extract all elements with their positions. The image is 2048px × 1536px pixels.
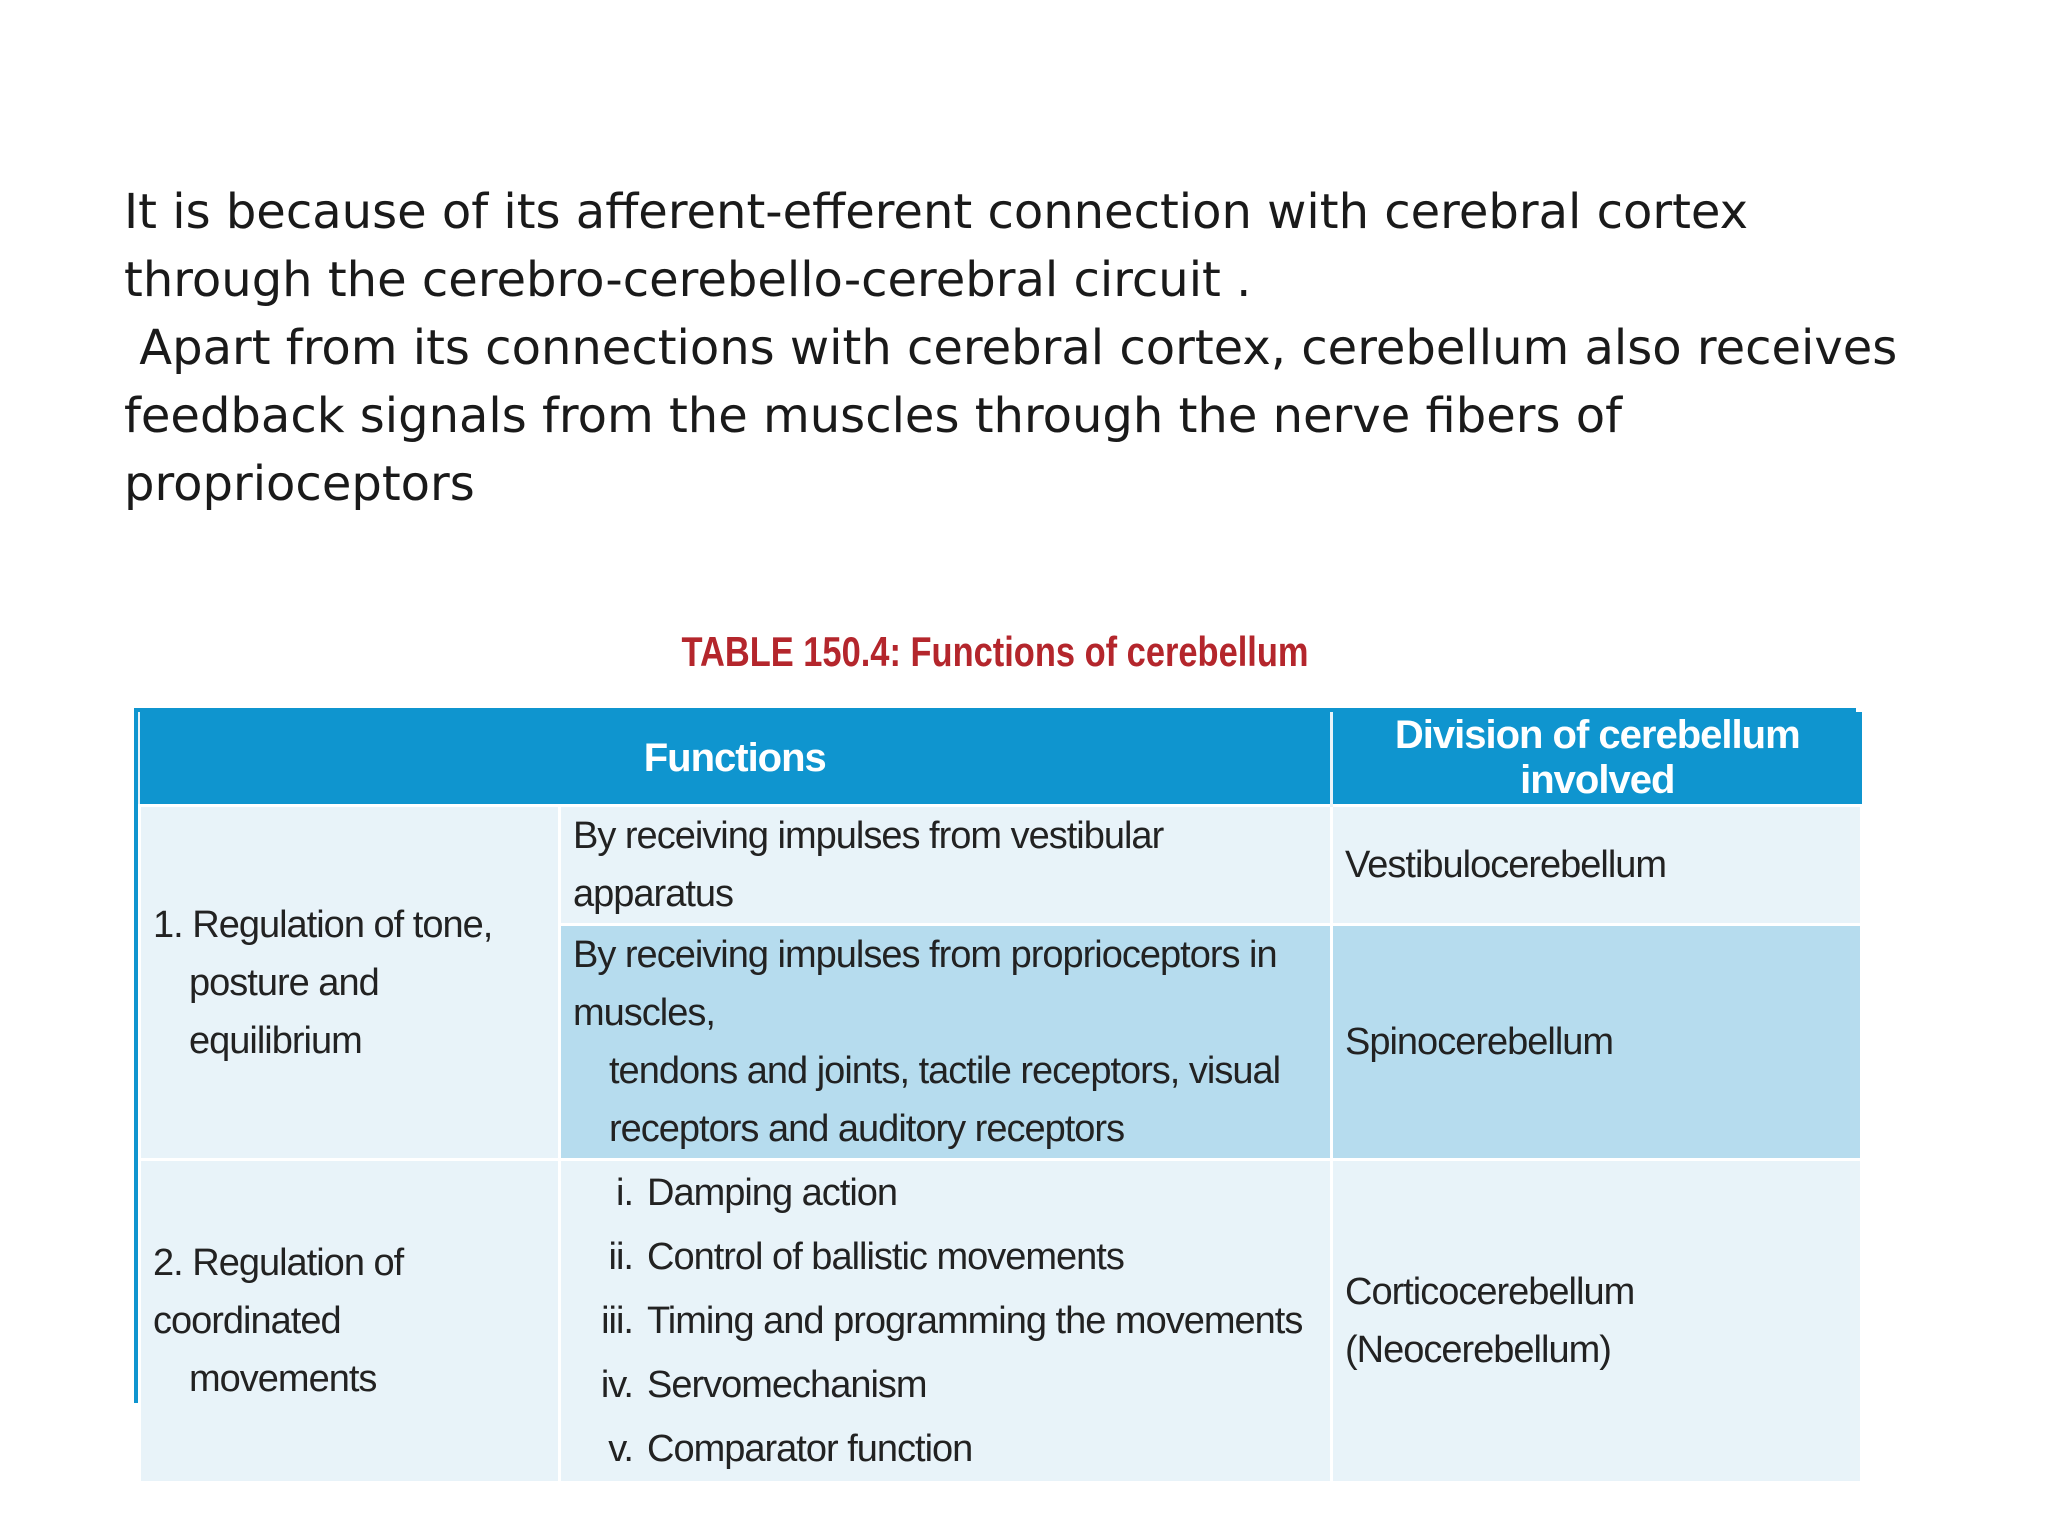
header-functions: Functions bbox=[140, 712, 1332, 806]
function-cell-2 bbox=[140, 1160, 560, 1483]
list-item: iii. Timing and programming the movements bbox=[601, 1300, 1303, 1342]
intro-paragraph-1: It is because of its afferent-efferent connection with cerebral cortex through the cerebro-cerebello-cerebral circuit . bbox=[124, 184, 1764, 308]
function-2-num: 2. bbox=[153, 1242, 183, 1284]
table-row bbox=[140, 806, 1862, 925]
sub2-line3: receptors and auditory receptors bbox=[609, 1108, 1125, 1150]
function-cell-1 bbox=[140, 806, 560, 1160]
function-1-num: 1. bbox=[153, 903, 183, 946]
division-3-line1: Corticocerebellum bbox=[1345, 1271, 1635, 1313]
function-1-line1: Regulation of tone, bbox=[192, 903, 493, 946]
division-3-line2: (Neocerebellum) bbox=[1345, 1329, 1611, 1371]
table-row bbox=[140, 1160, 1862, 1483]
table-title: TABLE 150.4: Functions of cerebellum bbox=[681, 628, 1309, 675]
intro-text bbox=[124, 178, 1924, 518]
movement-items-cell bbox=[560, 1160, 1332, 1483]
list-item: v. Comparator function bbox=[608, 1428, 973, 1470]
intro-paragraph-2: Apart from its connections with cerebral cortex, cerebellum also receives feedback signals from the muscles through the nerve fibers of proprioceptors bbox=[124, 320, 1913, 512]
division-spinocerebellum: Spinocerebellum bbox=[1332, 925, 1862, 1160]
list-item: ii. Control of ballistic movements bbox=[608, 1236, 1124, 1278]
movement-items-list bbox=[573, 1161, 1318, 1481]
sub-function-proprioceptors bbox=[560, 925, 1332, 1160]
sub2-line1: By receiving impulses from proprioceptors in muscles, bbox=[573, 934, 1277, 1034]
sub2-line2: tendons and joints, tactile receptors, visual bbox=[609, 1050, 1281, 1092]
sub-function-vestibular: By receiving impulses from vestibular apparatus bbox=[560, 806, 1332, 925]
table-header-row bbox=[140, 712, 1862, 806]
division-vestibulocerebellum: Vestibulocerebellum bbox=[1332, 806, 1862, 925]
functions-table bbox=[134, 708, 1856, 1470]
header-division: Division of cerebellum involved bbox=[1332, 712, 1862, 806]
list-item: i. Damping action bbox=[616, 1172, 898, 1214]
division-corticocerebellum bbox=[1332, 1160, 1862, 1483]
function-2-line1: Regulation of coordinated bbox=[153, 1242, 404, 1342]
function-2-line2: movements bbox=[189, 1358, 377, 1400]
function-1-line2: posture and equilibrium bbox=[189, 961, 379, 1062]
list-item: iv. Servomechanism bbox=[600, 1364, 927, 1406]
